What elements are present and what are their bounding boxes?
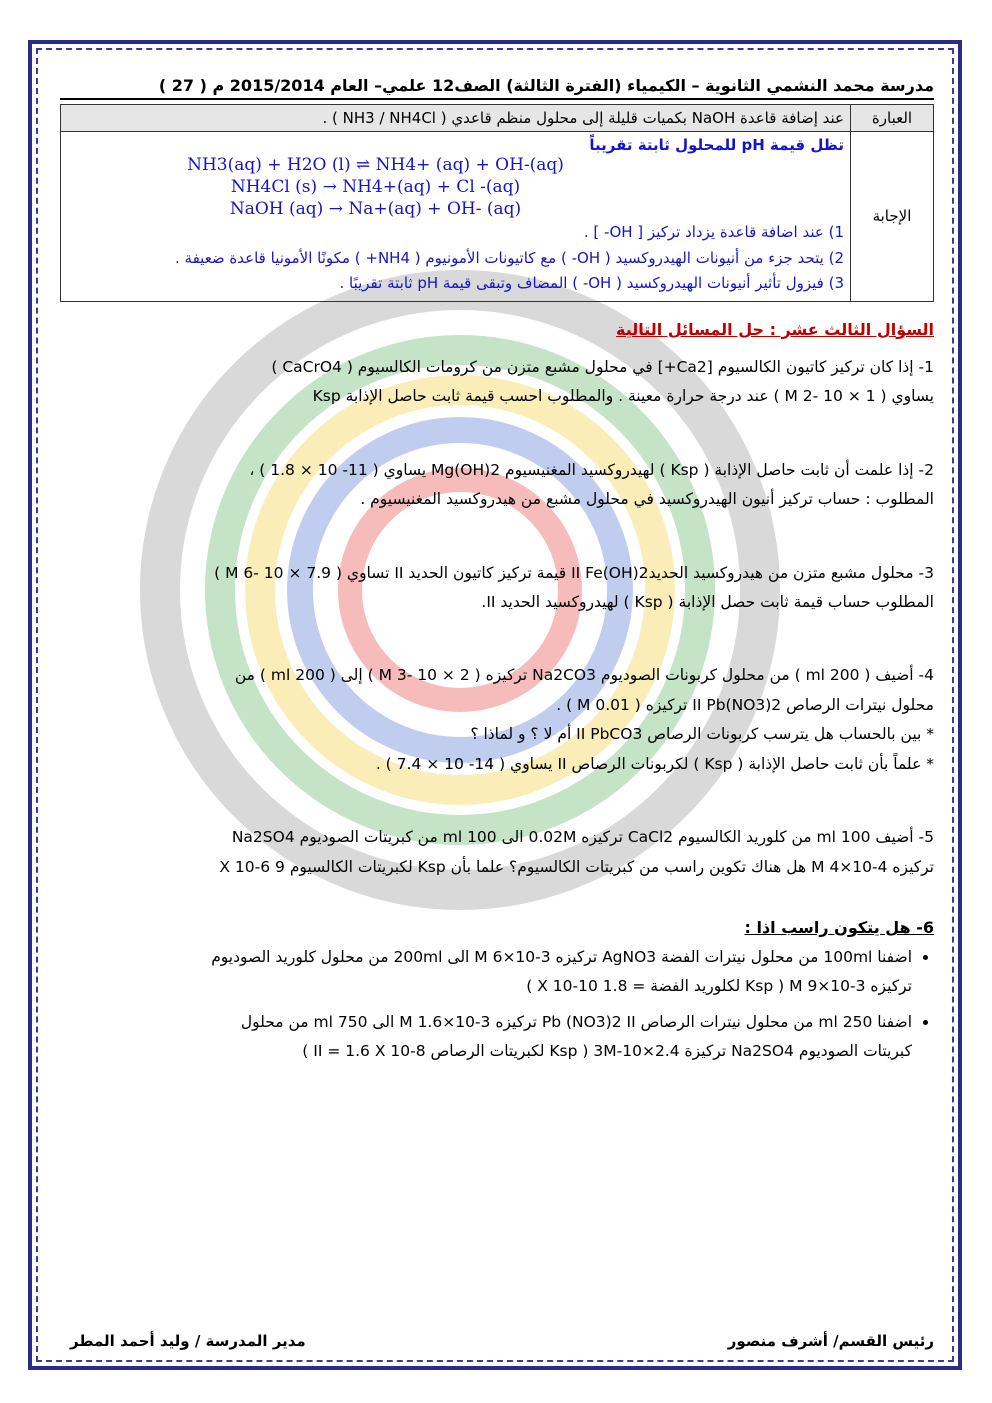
problem-text: محلول نيترات الرصاص II Pb(NO3)2 تركيزه ( M 0.01 ) . bbox=[556, 695, 934, 714]
problem-text: المطلوب حساب قيمة ثابت حصل الإذابة ( Ksp ) لهيدروكسيد الحديد II. bbox=[481, 592, 934, 611]
problem-number: 1- bbox=[918, 357, 934, 376]
problem-text: يساوي ( M 2- 10 × 1 ) عند درجة حرارة معينة . والمطلوب احسب قيمة ثابت حاصل الإذابة Ksp bbox=[312, 387, 934, 406]
statement-label: العبارة bbox=[851, 105, 934, 132]
problem-text: * بين بالحساب هل يترسب كربونات الرصاص II PbCO3 أم لا ؟ و لماذا ؟ bbox=[470, 725, 934, 744]
statement-answer-table bbox=[60, 104, 934, 302]
bullet-text: تركيزه M 9×10-3 ( Ksp لكلوريد الفضة = 1.8 X 10-10 ) bbox=[526, 977, 912, 996]
answer-label: الإجابة bbox=[851, 132, 934, 302]
problem-text: أضيف ( ml 200 ) من محلول كربونات الصوديوم Na2CO3 تركيزه ( M 3- 10 × 2 ) إلى ( ml 200 ) من bbox=[234, 666, 914, 685]
problem-number: 5- bbox=[918, 828, 934, 847]
bullet-text: • اضفنا 100ml من محلول نيترات الفضة AgNO3 تركيزه M 6×10-3 الى 200ml من محلول كلوريد الصوديوم bbox=[211, 948, 912, 967]
problem-number: 2- bbox=[918, 460, 934, 479]
bullet-text: • اضفنا 250 ml من محلول نيترات الرصاص Pb (NO3)2 II تركيزه M 1.6×10-3 الى 750 ml من محلول bbox=[240, 1012, 912, 1031]
problem-4 bbox=[60, 661, 934, 779]
section-6-list bbox=[60, 943, 934, 1067]
list-item bbox=[60, 1008, 912, 1067]
problem-text: محلول مشبع متزن من هيدروكسيد الحديدII Fe(OH)2 قيمة تركيز كاتيون الحديد II تساوي ( M 6- 10 × 7.9 ) bbox=[214, 563, 914, 582]
equation: NaOH (aq) → Na+(aq) + OH- (aq) bbox=[229, 199, 522, 220]
equation: NH4Cl (s) → NH4+(aq) + Cl -(aq) bbox=[230, 177, 521, 198]
problem-number: 4- bbox=[918, 666, 934, 685]
equation: NH3(aq) + H2O (l) ⇌ NH4+ (aq) + OH-(aq) bbox=[187, 155, 564, 175]
problem-text: أضيف 100 ml من كلوريد الكالسيوم CaCl2 تركيزه 0.02M الى 100 ml من كبريتات الصوديوم Na2SO4 bbox=[231, 828, 914, 847]
problem-5 bbox=[60, 823, 934, 882]
footer-principal: مدير المدرسة / وليد أحمد المطر bbox=[70, 1332, 306, 1350]
section-13-title: السؤال الثالث عشر : حل المسائل التالية bbox=[615, 319, 934, 339]
section-6-title: 6- هل يتكون راسب اذا : bbox=[744, 918, 934, 938]
bullet-text: كبريتات الصوديوم Na2SO4 تركيزة 2.4×10-3M ( Ksp لكبريتات الرصاص II = 1.6 X 10-8 ) bbox=[302, 1042, 912, 1061]
problem-3 bbox=[60, 559, 934, 618]
footer-department-head: رئيس القسم/ أشرف منصور bbox=[727, 1332, 934, 1350]
problem-text: إذا كان تركيز كاتيون الكالسيوم [Ca2+] في محلول مشبع متزن من كرومات الكالسيوم ( CaCrO4 ) bbox=[271, 357, 914, 376]
answer-cell bbox=[61, 132, 851, 302]
problem-text: إذا علمت أن ثابت حاصل الإذابة ( Ksp ) لهيدروكسيد المغنيسيوم Mg(OH)2 يساوي ( 11- 10 × 1.8 ) ، bbox=[249, 460, 914, 479]
list-item bbox=[60, 943, 912, 1002]
answer-title: تظل قيمة pH للمحلول ثابتة تقريباً bbox=[589, 136, 844, 154]
footer bbox=[60, 1332, 934, 1350]
problem-text: تركيزه M 4×10-4 هل هناك تكوين راسب من كبريتات الكالسيوم؟ علما بأن Ksp لكبريتات الكالسيوم 9 X 10-6 bbox=[219, 857, 934, 876]
page-header: مدرسة محمد النشمي الثانوية – الكيمياء (الفترة الثالثة) الصف12 علمي– العام 2015/2014 م ( 27 ) bbox=[60, 72, 934, 100]
problem-text: * علماً بأن ثابت حاصل الإذابة ( Ksp ) لكربونات الرصاص II يساوي ( 14- 10 × 7.4 ) . bbox=[375, 754, 934, 773]
statement-text: عند إضافة قاعدة NaOH بكميات قليلة إلى محلول منظم قاعدي ( NH3 / NH4Cl ) . bbox=[61, 105, 851, 132]
problem-text: المطلوب : حساب تركيز أنيون الهيدروكسيد في محلول مشبع من هيدروكسيد المغنيسيوم . bbox=[360, 490, 934, 509]
answer-point: 1) عند اضافة قاعدة يزداد تركيز [ OH- ] . bbox=[583, 223, 844, 242]
answer-point: 3) فيزول تأثير أنيونات الهيدروكسيد ( OH- ) المضاف وتبقى قيمة pH ثابتة تقريبًا . bbox=[339, 274, 844, 293]
problem-1 bbox=[60, 353, 934, 412]
answer-point: 2) يتحد جزء من أنيونات الهيدروكسيد ( OH- ) مع كاتيونات الأمونيوم ( NH4+ ) مكونًا الأمونيا قاعدة ضعيفة . bbox=[175, 248, 844, 267]
problem-number: 3- bbox=[918, 563, 934, 582]
problem-2 bbox=[60, 456, 934, 515]
